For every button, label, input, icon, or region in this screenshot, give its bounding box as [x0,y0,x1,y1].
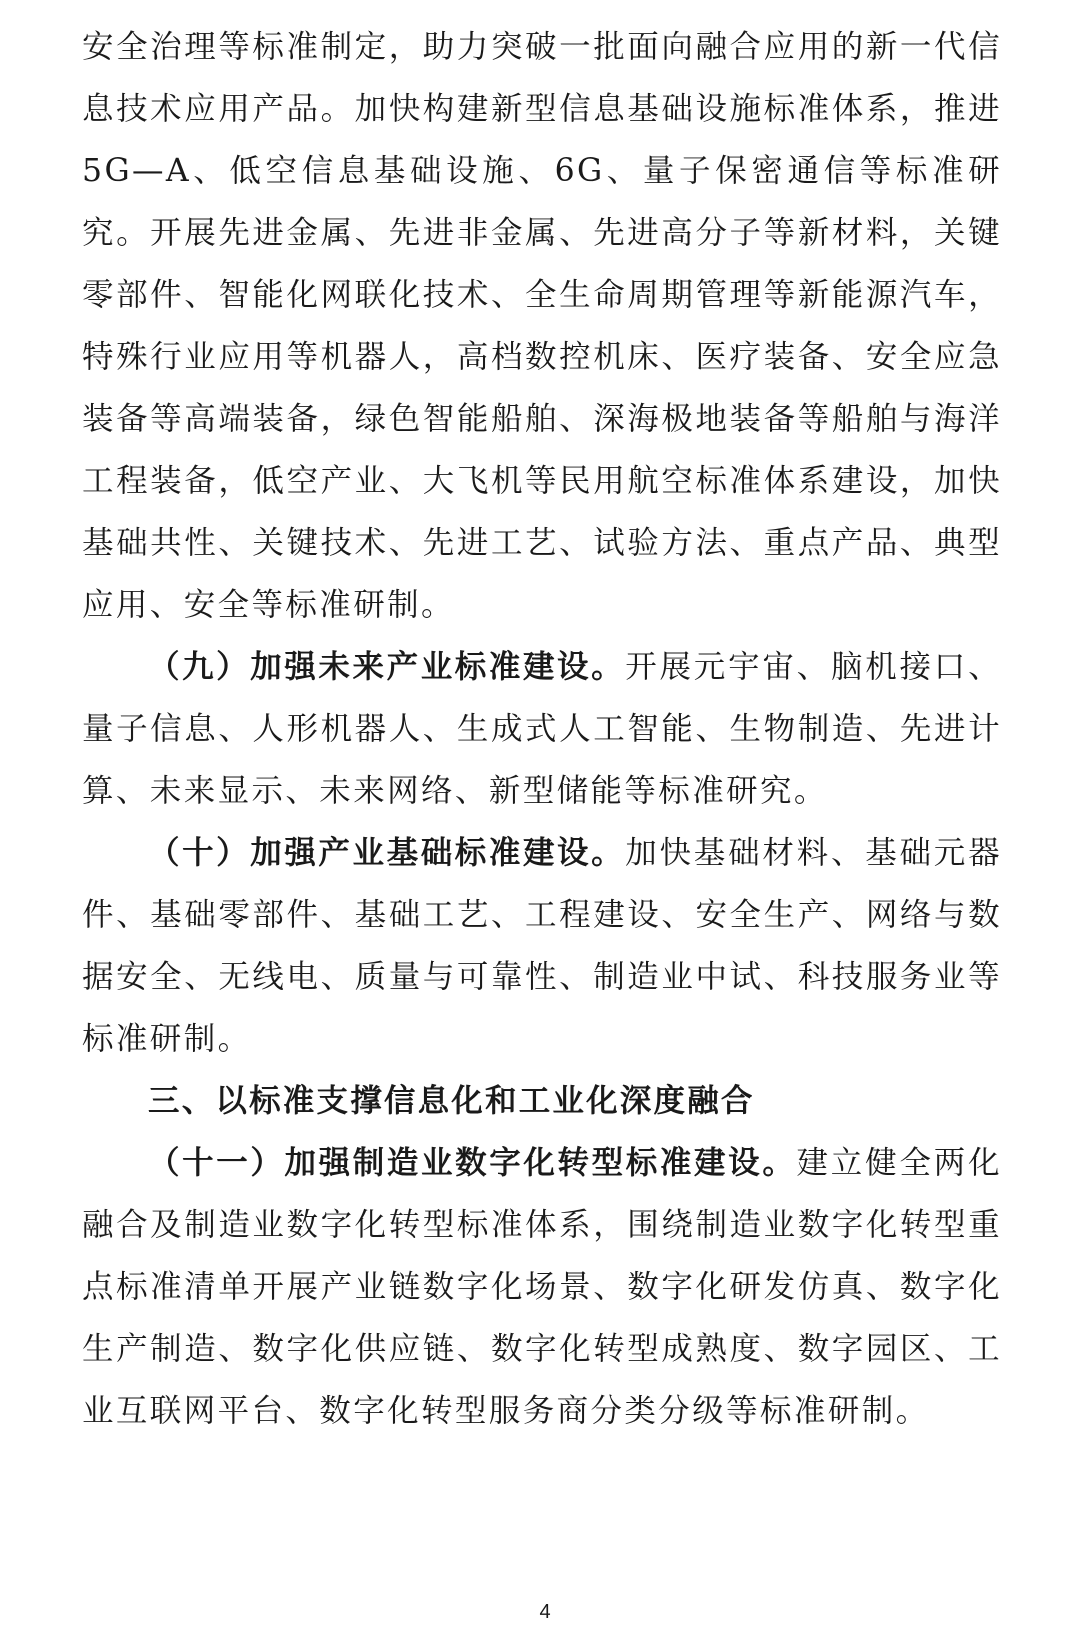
paragraph-text: 安全治理等标准制定，助力突破一批面向融合应用的新一代信息技术应用产品。加快构建新型信息基础设施标准体系，推进 5G—A、低空信息基础设施、6G、量子保密通信等标准研究。开展先进金属、先进非金属、先进高分子等新材料，关键零部件、智能化网联化技术、全生命周期管理等新能源汽车，特殊行业应用等机器人，高档数控机床、医疗装备、安全应急装备等高端装备，绿色智能船舶、深海极地装备等船舶与海洋工程装备，低空产业、大飞机等民用航空标准体系建设，加快基础共性、关键技术、先进工艺、试验方法、重点产品、典型应用、安全等标准研制。 [82,29,1002,623]
paragraph-text: 开展元宇宙、脑机接口、量子信息、人形机器人、生成式人工智能、生物制造、先进计算、未来显示、未来网络、新型储能等标准研究。 [82,649,1002,809]
paragraph-text: 加快基础材料、基础元器件、基础零部件、基础工艺、工程建设、安全生产、网络与数据安全、无线电、质量与可靠性、制造业中试、科技服务业等标准研制。 [82,835,1002,1057]
paragraph-heading: （十）加强产业基础标准建设。 [148,835,626,871]
paragraph-heading: （十一）加强制造业数字化转型标准建设。 [148,1145,797,1181]
body-text [82,16,1002,1442]
paragraph-heading: （九）加强未来产业标准建设。 [148,649,626,685]
paragraph-text: 建立健全两化融合及制造业数字化转型标准体系，围绕制造业数字化转型重点标准清单开展产业链数字化场景、数字化研发仿真、数字化生产制造、数字化供应链、数字化转型成熟度、数字园区、工业互联网平台、数字化转型服务商分类分级等标准研制。 [82,1145,1002,1429]
paragraph-continuation [82,16,1002,636]
paragraph-future-industry [82,636,1002,822]
paragraph-digital-transformation [82,1132,1002,1442]
page-number: 4 [539,1601,551,1623]
section-heading: 三、以标准支撑信息化和工业化深度融合 [148,1083,755,1119]
paragraph-industrial-base [82,822,1002,1070]
